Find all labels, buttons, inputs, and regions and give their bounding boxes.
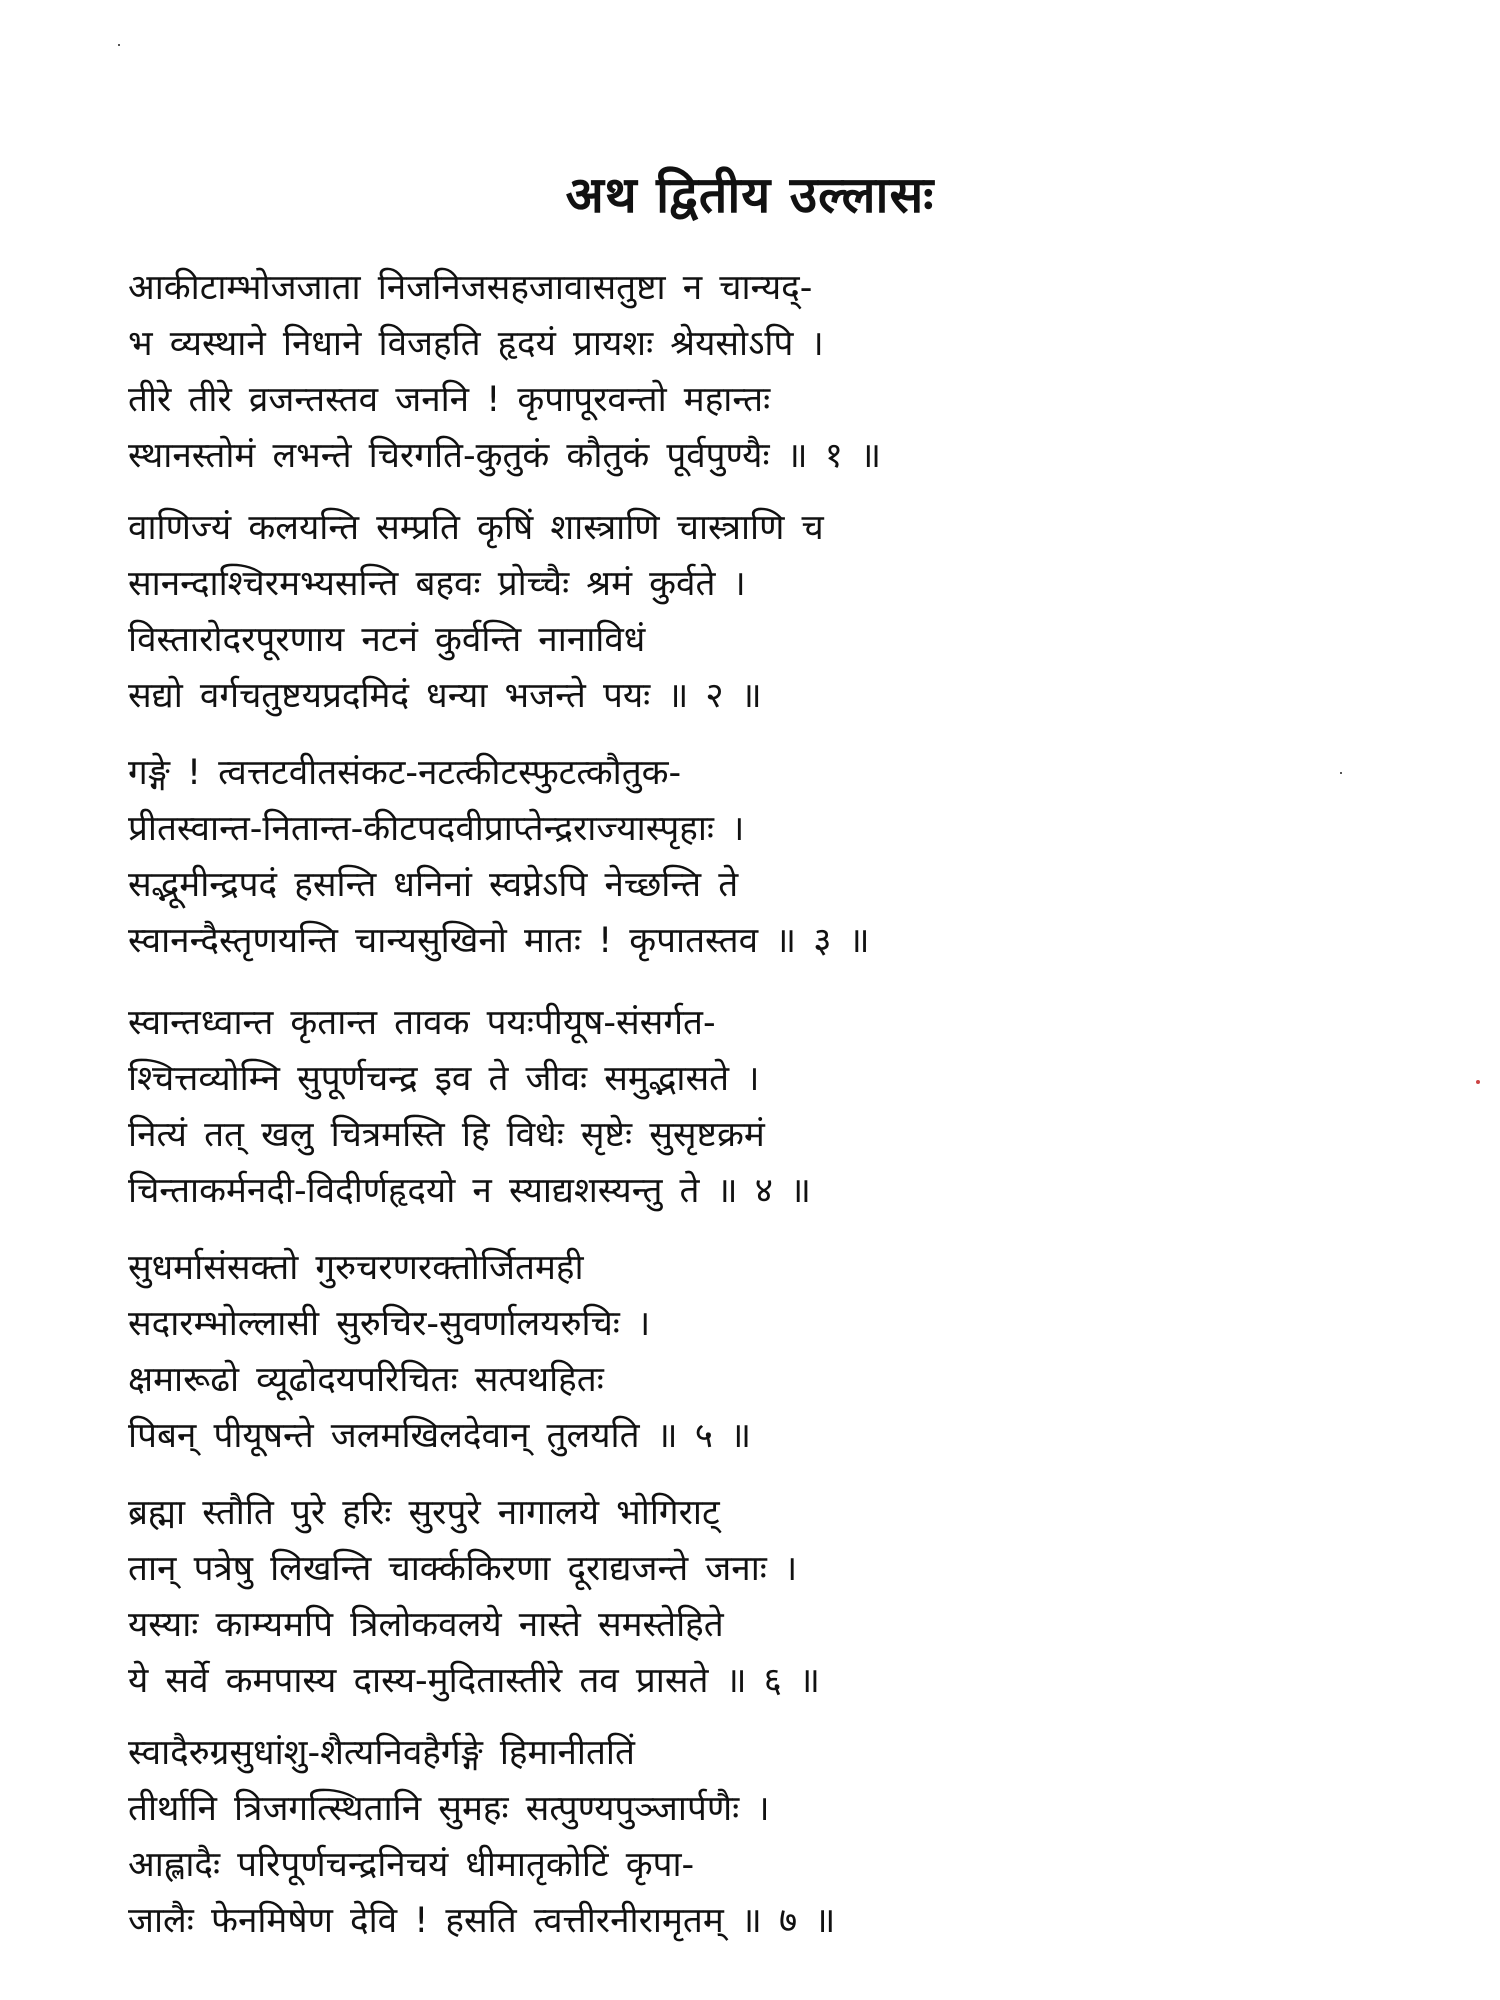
verse-4: [128, 995, 1408, 1219]
verse-line: चिन्ताकर्मनदी-विदीर्णहृदयो न स्याद्यशस्यन्तु ते ॥ ४ ॥: [128, 1171, 812, 1211]
verse-line: स्वानन्दैस्तृणयन्ति चान्यसुखिनो मातः ! कृपातस्तव ॥ ३ ॥: [128, 921, 870, 961]
verse-6: [128, 1485, 1408, 1709]
verse-line: सुधर्मासंसक्तो गुरुचरणरक्तोर्जितमही: [128, 1248, 584, 1288]
verse-2: [128, 500, 1408, 724]
verse-line: स्वान्तध्वान्त कृतान्त तावक पयःपीयूष-संसर्गत-: [128, 1003, 716, 1043]
verse-line: ये सर्वे कमपास्य दास्य-मुदितास्तीरे तव प्रासते ॥ ६ ॥: [128, 1661, 820, 1701]
verse-line: तीर्थानि त्रिजगत्स्थितानि सुमहः सत्पुण्यपुञ्जार्पणैः ।: [128, 1789, 770, 1829]
verse-line: क्षमारूढो व्यूढोदयपरिचितः सत्पथहितः: [128, 1360, 604, 1400]
verse-line: सद्भूमीन्द्रपदं हसन्ति धनिनां स्वप्नेऽपि नेच्छन्ति ते: [128, 865, 739, 905]
verse-line: ब्रह्मा स्तौति पुरे हरिः सुरपुरे नागालये भोगिराट्: [128, 1493, 720, 1533]
verse-line: प्रीतस्वान्त-नितान्त-कीटपदवीप्राप्तेन्द्रराज्यास्पृहाः ।: [128, 809, 745, 849]
verse-line: श्चित्तव्योम्नि सुपूर्णचन्द्र इव ते जीवः समुद्भासते ।: [128, 1059, 760, 1099]
verse-line: वाणिज्यं कलयन्ति सम्प्रति कृषिं शास्त्राणि चास्त्राणि च: [128, 508, 824, 548]
verse-1: [128, 260, 1408, 484]
verse-5: [128, 1240, 1408, 1464]
verse-7: [128, 1725, 1408, 1949]
verse-line: तीरे तीरे व्रजन्तस्तव जननि ! कृपापूरवन्तो महान्तः: [128, 380, 771, 420]
verse-line: यस्याः काम्यमपि त्रिलोकवलये नास्ते समस्तेहिते: [128, 1605, 724, 1645]
scan-speck: [118, 44, 120, 46]
verse-line: विस्तारोदरपूरणाय नटनं कुर्वन्ति नानाविधं: [128, 620, 646, 660]
verse-3: [128, 745, 1408, 969]
verse-line: तान् पत्रेषु लिखन्ति चार्क्ककिरणा दूराद्यजन्ते जनाः ।: [128, 1549, 798, 1589]
verse-line: भ व्यस्थाने निधाने विजहति हृदयं प्रायशः श्रेयसोऽपि ।: [128, 324, 824, 364]
chapter-heading: अथ द्वितीय उल्लासः: [565, 166, 935, 224]
verse-line: पिबन् पीयूषन्ते जलमखिलदेवान् तुलयति ॥ ५ ॥: [128, 1416, 752, 1456]
scan-mark: [1476, 1080, 1480, 1084]
verse-line: सदारम्भोल्लासी सुरुचिर-सुवर्णालयरुचिः ।: [128, 1304, 651, 1344]
verse-line: स्वादैरुग्रसुधांशु-शैत्यनिवहैर्गङ्गे हिमानीततिं: [128, 1733, 635, 1773]
verse-line: स्थानस्तोमं लभन्ते चिरगति-कुतुकं कौतुकं पूर्वपुण्यैः ॥ १ ॥: [128, 436, 882, 476]
verse-line: नित्यं तत् खलु चित्रमस्ति हि विधेः सृष्टेः सुसृष्टक्रमं: [128, 1115, 765, 1155]
verse-line: आह्लादैः परिपूर्णचन्द्रनिचयं धीमातृकोटिं कृपा-: [128, 1845, 695, 1885]
verse-line: जालैः फेनमिषेण देवि ! हसति त्वत्तीरनीरामृतम् ॥ ७ ॥: [128, 1901, 836, 1941]
verse-line: सद्यो वर्गचतुष्टयप्रदमिदं धन्या भजन्ते पयः ॥ २ ॥: [128, 676, 762, 716]
verse-line: सानन्दाश्चिरमभ्यसन्ति बहवः प्रोच्चैः श्रमं कुर्वते ।: [128, 564, 746, 604]
verse-line: आकीटाम्भोजजाता निजनिजसहजावासतुष्टा न चान्यद्-: [128, 268, 813, 308]
verse-line: गङ्गे ! त्वत्तटवीतसंकट-नटत्कीटस्फुटत्कौतुक-: [128, 753, 682, 793]
